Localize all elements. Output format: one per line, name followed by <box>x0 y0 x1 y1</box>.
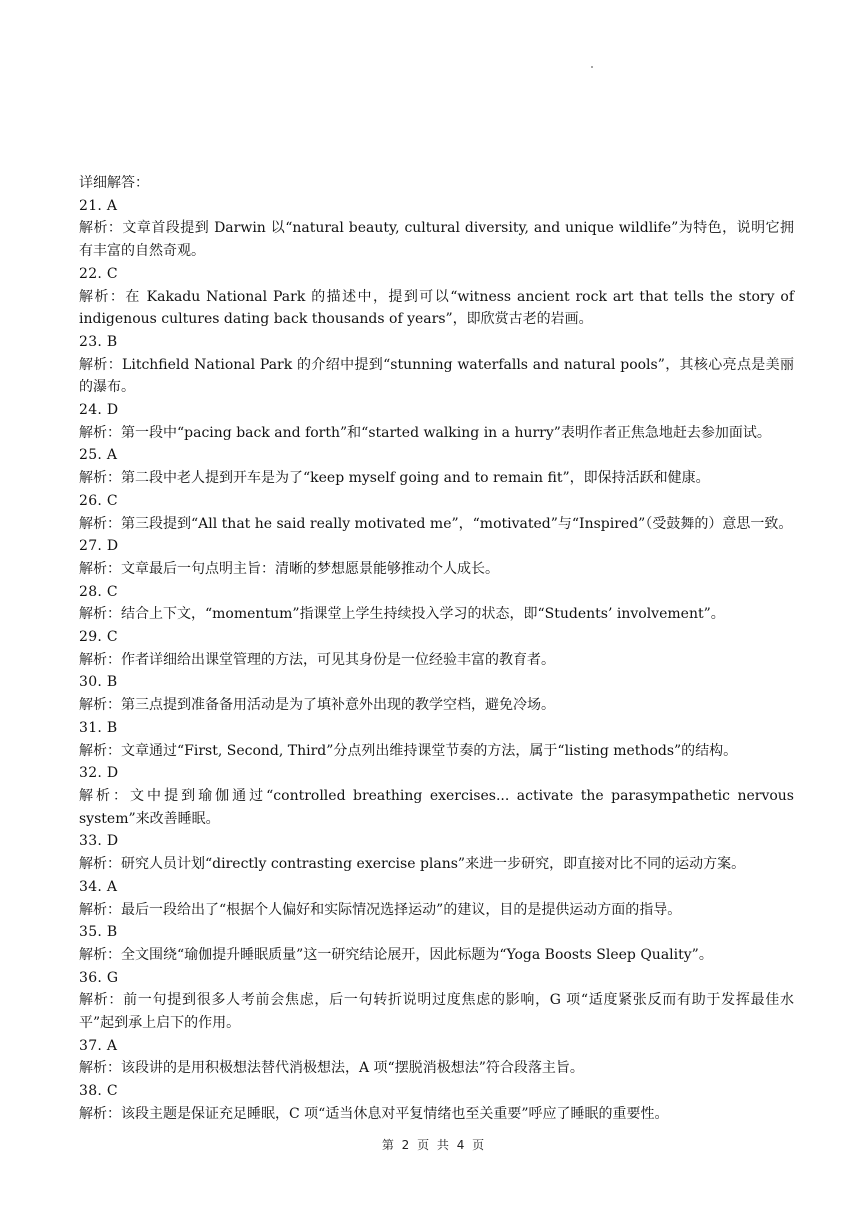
answer-explanation: 解析：Litchfield National Park 的介绍中提到“stunning waterfalls and natural pools”，其核心亮点是美丽的瀑布。 <box>79 356 794 396</box>
page-dot <box>591 66 593 68</box>
answer-label: 25. A <box>79 447 118 464</box>
section-heading: 详细解答： <box>79 175 149 191</box>
answer-explanation: 解析：第一段中“pacing back and forth”和“started walking in a hurry”表明作者正焦急地赶去参加面试。 <box>79 424 771 441</box>
answer-explanation: 解析：第二段中老人提到开车是为了“keep myself going and to remain fit”，即保持活跃和健康。 <box>79 470 710 487</box>
answer-explanation: 解析：文章首段提到 Darwin 以“natural beauty, cultural diversity, and unique wildlife”为特色，说明它拥有丰富的自然奇观。 <box>79 220 794 260</box>
page-number: 第 2 页 共 4 页 <box>381 1138 487 1152</box>
answer-explanation: 解析：研究人员计划“directly contrasting exercise plans”来进一步研究，即直接对比不同的运动方案。 <box>79 856 746 873</box>
answer-explanation: 解析：结合上下文，“momentum”指课堂上学生持续投入学习的状态，即“Students’ involvement”。 <box>79 606 725 623</box>
answer-label: 23. B <box>79 333 118 350</box>
answer-label: 27. D <box>79 538 119 555</box>
answer-explanation: 解析：该段主题是保证充足睡眠，C 项“适当休息对平复情绪也至关重要”呼应了睡眠的重要性。 <box>79 1105 669 1122</box>
answer-label: 26. C <box>79 492 118 509</box>
answer-label: 32. D <box>79 765 119 782</box>
answer-explanation: 解析：全文围绕“瑜伽提升睡眠质量”这一研究结论展开，因此标题为“Yoga Boosts Sleep Quality”。 <box>79 946 713 963</box>
answer-explanation: 解析：作者详细给出课堂管理的方法，可见其身份是一位经验丰富的教育者。 <box>79 651 555 668</box>
answer-explanation: 解析：第三段提到“All that he said really motivated me”，“motivated”与“Inspired”（受鼓舞的）意思一致。 <box>79 515 793 532</box>
answer-explanation: 解析：第三点提到准备备用活动是为了填补意外出现的教学空档，避免冷场。 <box>79 697 555 714</box>
answer-label: 38. C <box>79 1083 118 1100</box>
answer-explanation: 解析：文章通过“First, Second, Third”分点列出维持课堂节奏的方法，属于“listing methods”的结构。 <box>79 742 738 759</box>
answer-explanations <box>79 172 794 1126</box>
answer-explanation: 解析：最后一段给出了“根据个人偏好和实际情况选择运动”的建议，目的是提供运动方面的指导。 <box>79 901 682 918</box>
answer-label: 35. B <box>79 924 118 941</box>
answer-label: 28. C <box>79 583 118 600</box>
answer-explanation: 解析：在 Kakadu National Park 的描述中，提到可以“witness ancient rock art that tells the story of indigenous cultures dating back thousands of years”，即欣赏古老的岩画。 <box>79 288 794 328</box>
answer-label: 30. B <box>79 674 118 691</box>
answer-label: 33. D <box>79 833 119 850</box>
answer-label: 37. A <box>79 1037 118 1054</box>
answer-label: 29. C <box>79 629 118 646</box>
answer-label: 34. A <box>79 878 118 895</box>
answer-explanation: 解析：前一句提到很多人考前会焦虑，后一句转折说明过度焦虑的影响，G 项“适度紧张反而有助于发挥最佳水平”起到承上启下的作用。 <box>79 992 794 1032</box>
answer-label: 31. B <box>79 719 118 736</box>
answer-explanation: 解析：文章最后一句点明主旨：清晰的梦想愿景能够推动个人成长。 <box>79 560 499 577</box>
answer-label: 24. D <box>79 402 119 419</box>
answer-explanation: 解析：文中提到瑜伽通过“controlled breathing exercises... activate the parasympathetic nervous system”来改善睡眠。 <box>79 787 794 827</box>
answer-explanation: 解析：该段讲的是用积极想法替代消极想法，A 项“摆脱消极想法”符合段落主旨。 <box>79 1060 584 1077</box>
answer-label: 22. C <box>79 265 118 282</box>
answer-list <box>79 195 794 1126</box>
answer-label: 36. G <box>79 969 119 986</box>
answer-label: 21. A <box>79 197 118 214</box>
